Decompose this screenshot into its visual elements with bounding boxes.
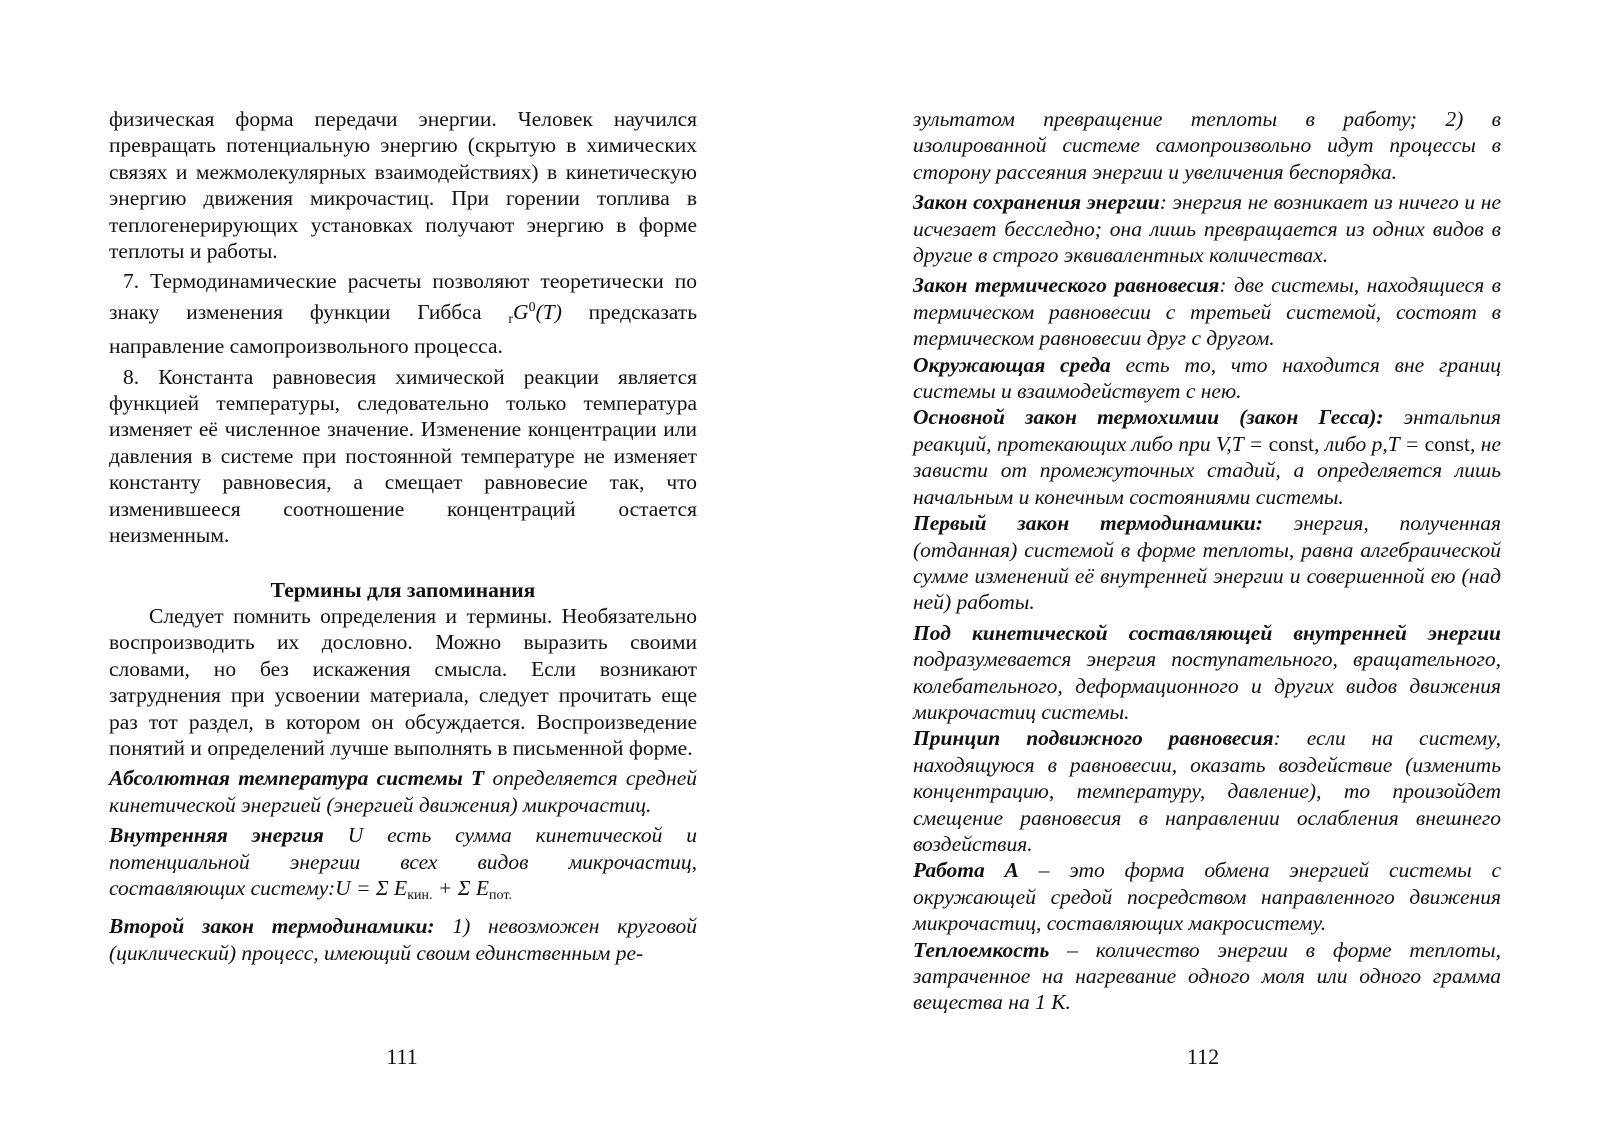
term-definition-c: , не зависти от промежуточных стадий, а определяется лишь начальным и конечным состояниями системы. xyxy=(913,431,1502,509)
p7-sup: 0 xyxy=(528,299,536,315)
term-label: Работа А xyxy=(913,858,1019,883)
page-number-left: 111 xyxy=(386,1044,418,1069)
term-definition-b: , либо p,T = xyxy=(1314,431,1425,456)
term-label: Первый закон термодинамики: xyxy=(913,511,1263,536)
term-label: Абсолютная температура системы Т xyxy=(109,766,485,791)
term-work xyxy=(913,857,1501,936)
term-kinetic-component xyxy=(913,620,1501,726)
term-absolute-temperature xyxy=(109,765,697,818)
term-moving-equilibrium xyxy=(913,725,1501,857)
term-hess-law xyxy=(913,404,1501,510)
term-definition: : две системы, находящиеся в термическом равновесии с третьей системой, состоят в термическом равновесии друг с другом. xyxy=(913,273,1501,351)
term-definition: энергия, полученная (отданная) системой в форме теплоты, равна алгебраической сумме изменений её внутренней энергии и совершенной ею (над ней) работы. xyxy=(913,511,1501,615)
term-label: Теплоемкость xyxy=(913,937,1050,962)
term-definition: – количество энергии в форме теплоты, затраченное на нагревание одного моля или одного грамма вещества на 1 К. xyxy=(913,937,1501,1015)
term-definition: подразумевается энергия поступательного, вращательного, колебательного, деформационного и других видов движения микрочастиц системы. xyxy=(913,647,1501,724)
left-page xyxy=(109,106,697,966)
term-second-law xyxy=(109,913,697,966)
term-definition: есть то, что находится вне границ системы и взаимодействует с нею. xyxy=(913,352,1501,404)
term-first-law xyxy=(913,510,1501,616)
page-number-right: 112 xyxy=(1186,1044,1220,1069)
paragraph-7 xyxy=(109,268,697,359)
section-title: Термины для запоминания xyxy=(270,577,536,602)
paragraph-intro: Следует помнить определения и термины. Необязательно воспроизводить их дословно. Можно выразить своими словами, но без искажения смысла. Если возникают затруднения при усвоении материала, следует прочитать еще раз тот раздел, в котором он обсуждается. Воспроизведение понятий и определений лучше выполнять в письменной форме. xyxy=(109,603,697,760)
term-definition: энтальпия реакций, протекающих либо при V,T = xyxy=(913,405,1502,456)
p7-T: (T) xyxy=(535,299,562,324)
term-definition: 1) невозможен круговой (циклический) процесс, имеющий своим единственным ре- xyxy=(109,914,697,965)
formula-plus: + Σ E xyxy=(432,875,490,900)
term-heat-capacity xyxy=(913,937,1501,1016)
term-label: Второй закон термодинамики: xyxy=(109,914,435,939)
term-label: Окружающая среда xyxy=(913,352,1111,377)
term-label: Внутренняя энергия xyxy=(109,823,324,848)
term-definition: : энергия не возникает из ничего и не исчезает бесследно; она лишь превращается из одних видов в другие в строго эквивалентных количествах. xyxy=(913,190,1501,268)
term-environment xyxy=(913,352,1501,405)
right-page xyxy=(913,106,1501,1016)
p7-text-a: 7. Термодинамические расчеты позволяют теоретически по знаку изменения функции Гиббса xyxy=(109,269,697,324)
term-internal-energy xyxy=(109,822,697,909)
term-thermal-equilibrium xyxy=(913,272,1501,351)
second-law-continuation: зультатом превращение теплоты в работу; 2) в изолированной системе самопроизвольно идут процессы в сторону рассеяния энергии и увеличения беспорядка. xyxy=(913,107,1501,184)
term-definition: U есть сумма кинетической и потенциальной энергии всех видов микрочастиц, составляющих систему:U = Σ E xyxy=(109,823,697,900)
paragraph-energy: физическая форма передачи энергии. Человек научился превращать потенциальную энергию (скрытую в химических связях и межмолекулярных взаимодействиях) в кинетическую энергию движения микрочастиц. При горении топлива в теплогенерирующих установках получают энергию в форме теплоты и работы. xyxy=(109,107,697,264)
term-label: Закон термического равновесия xyxy=(913,273,1220,298)
const-1: const xyxy=(1268,431,1315,456)
term-conservation-energy xyxy=(913,189,1501,268)
term-label: Принцип подвижного равновесия xyxy=(913,726,1274,751)
paragraph-8: 8. Константа равновесия химической реакции является функцией температуры, следовательно только температура изменяет её численное значение. Изменение концентрации или давления в системе при постоянной температуре не изменяет константу равновесия, а смещает равновесие так, что изменившееся соотношение концентраций остается неизменным. xyxy=(109,364,697,548)
term-definition: – это форма обмена энергией системы с окружающей средой посредством направленного движения микрочастиц, составляющих макросистему. xyxy=(913,858,1501,936)
term-label: Основной закон термохимии (закон Гесса): xyxy=(913,405,1384,430)
term-definition: определяется средней кинетической энергией (энергией движения) микрочастиц. xyxy=(109,766,697,817)
const-2: const xyxy=(1424,431,1471,456)
p7-sub-r: r xyxy=(508,311,514,327)
p7-G: G xyxy=(513,299,529,324)
term-label: Закон сохранения энергии xyxy=(913,190,1160,215)
subscript-kin: кин. xyxy=(407,887,433,903)
term-definition: : если на систему, находящуюся в равновесии, оказать воздействие (изменить концентрацию, температуру, давление), то произойдет смещение равновесия в направлении ослабления внешнего воздействия. xyxy=(913,726,1501,856)
p7-text-b: предсказать направление самопроизвольного процесса. xyxy=(109,299,697,359)
term-label: Под кинетической составляющей внутренней энергии xyxy=(913,620,1501,645)
subscript-pot: пот. xyxy=(489,887,512,903)
